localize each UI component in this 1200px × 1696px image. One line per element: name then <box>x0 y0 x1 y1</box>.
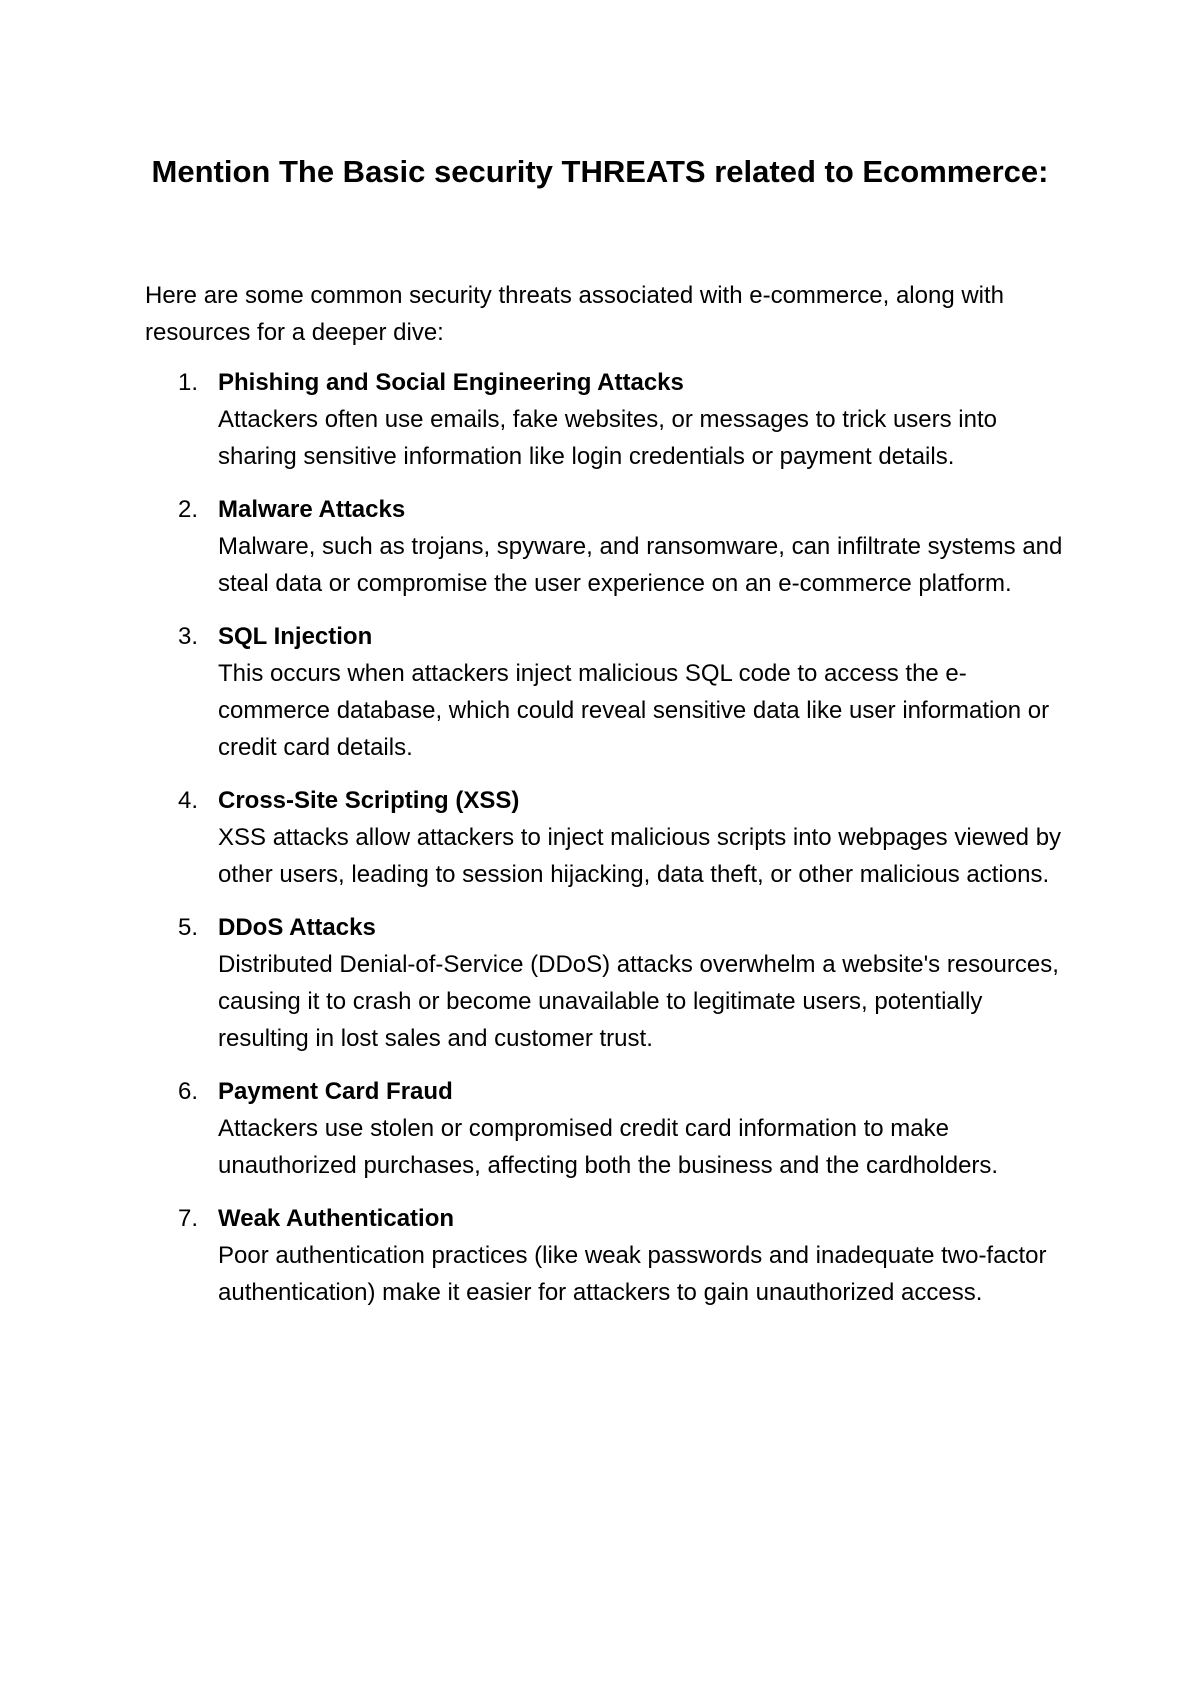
threat-list <box>145 364 1075 1327</box>
threat-title: Phishing and Social Engineering Attacks <box>218 369 684 396</box>
list-item <box>145 491 1075 602</box>
threat-title: Payment Card Fraud <box>218 1078 453 1105</box>
list-item <box>145 782 1075 893</box>
threat-description: Poor authentication practices (like weak passwords and inadequate two-factor authentication) make it easier for attackers to gain unauthorized access. <box>218 1242 1047 1306</box>
list-number: 4. <box>178 787 199 814</box>
threat-description: Attackers use stolen or compromised credit card information to make unauthorized purchases, affecting both the business and the cardholders. <box>218 1115 999 1179</box>
document-title: Mention The Basic security THREATS related to Ecommerce: <box>151 154 1049 189</box>
threat-description: Distributed Denial-of-Service (DDoS) attacks overwhelm a website's resources, causing it to crash or become unavailable to legitimate users, potentially resulting in lost sales and customer trust. <box>218 951 1059 1052</box>
threat-description: Attackers often use emails, fake websites, or messages to trick users into sharing sensitive information like login credentials or payment details. <box>218 406 997 470</box>
list-number: 1. <box>178 369 199 396</box>
threat-title: Weak Authentication <box>218 1205 455 1232</box>
threat-title: DDoS Attacks <box>218 914 376 941</box>
threat-description: XSS attacks allow attackers to inject malicious scripts into webpages viewed by other users, leading to session hijacking, data theft, or other malicious actions. <box>218 824 1062 888</box>
list-item <box>145 364 1075 475</box>
threat-title: SQL Injection <box>218 623 373 650</box>
threat-title: Malware Attacks <box>218 496 406 523</box>
threat-description: This occurs when attackers inject malicious SQL code to access the e-commerce database, which could reveal sensitive data like user information or credit card details. <box>218 660 1050 761</box>
list-number: 5. <box>178 914 199 941</box>
list-item <box>145 909 1075 1057</box>
list-number: 6. <box>178 1078 199 1105</box>
list-number: 3. <box>178 623 199 650</box>
list-number: 2. <box>178 496 199 523</box>
list-number: 7. <box>178 1205 199 1232</box>
list-item <box>145 618 1075 766</box>
list-item <box>145 1073 1075 1184</box>
threat-description: Malware, such as trojans, spyware, and ransomware, can infiltrate systems and steal data or compromise the user experience on an e-commerce platform. <box>218 533 1063 597</box>
threat-title: Cross-Site Scripting (XSS) <box>218 787 520 814</box>
list-item <box>145 1200 1075 1311</box>
intro-paragraph: Here are some common security threats associated with e-commerce, along with resources for a deeper dive: <box>145 282 1005 346</box>
